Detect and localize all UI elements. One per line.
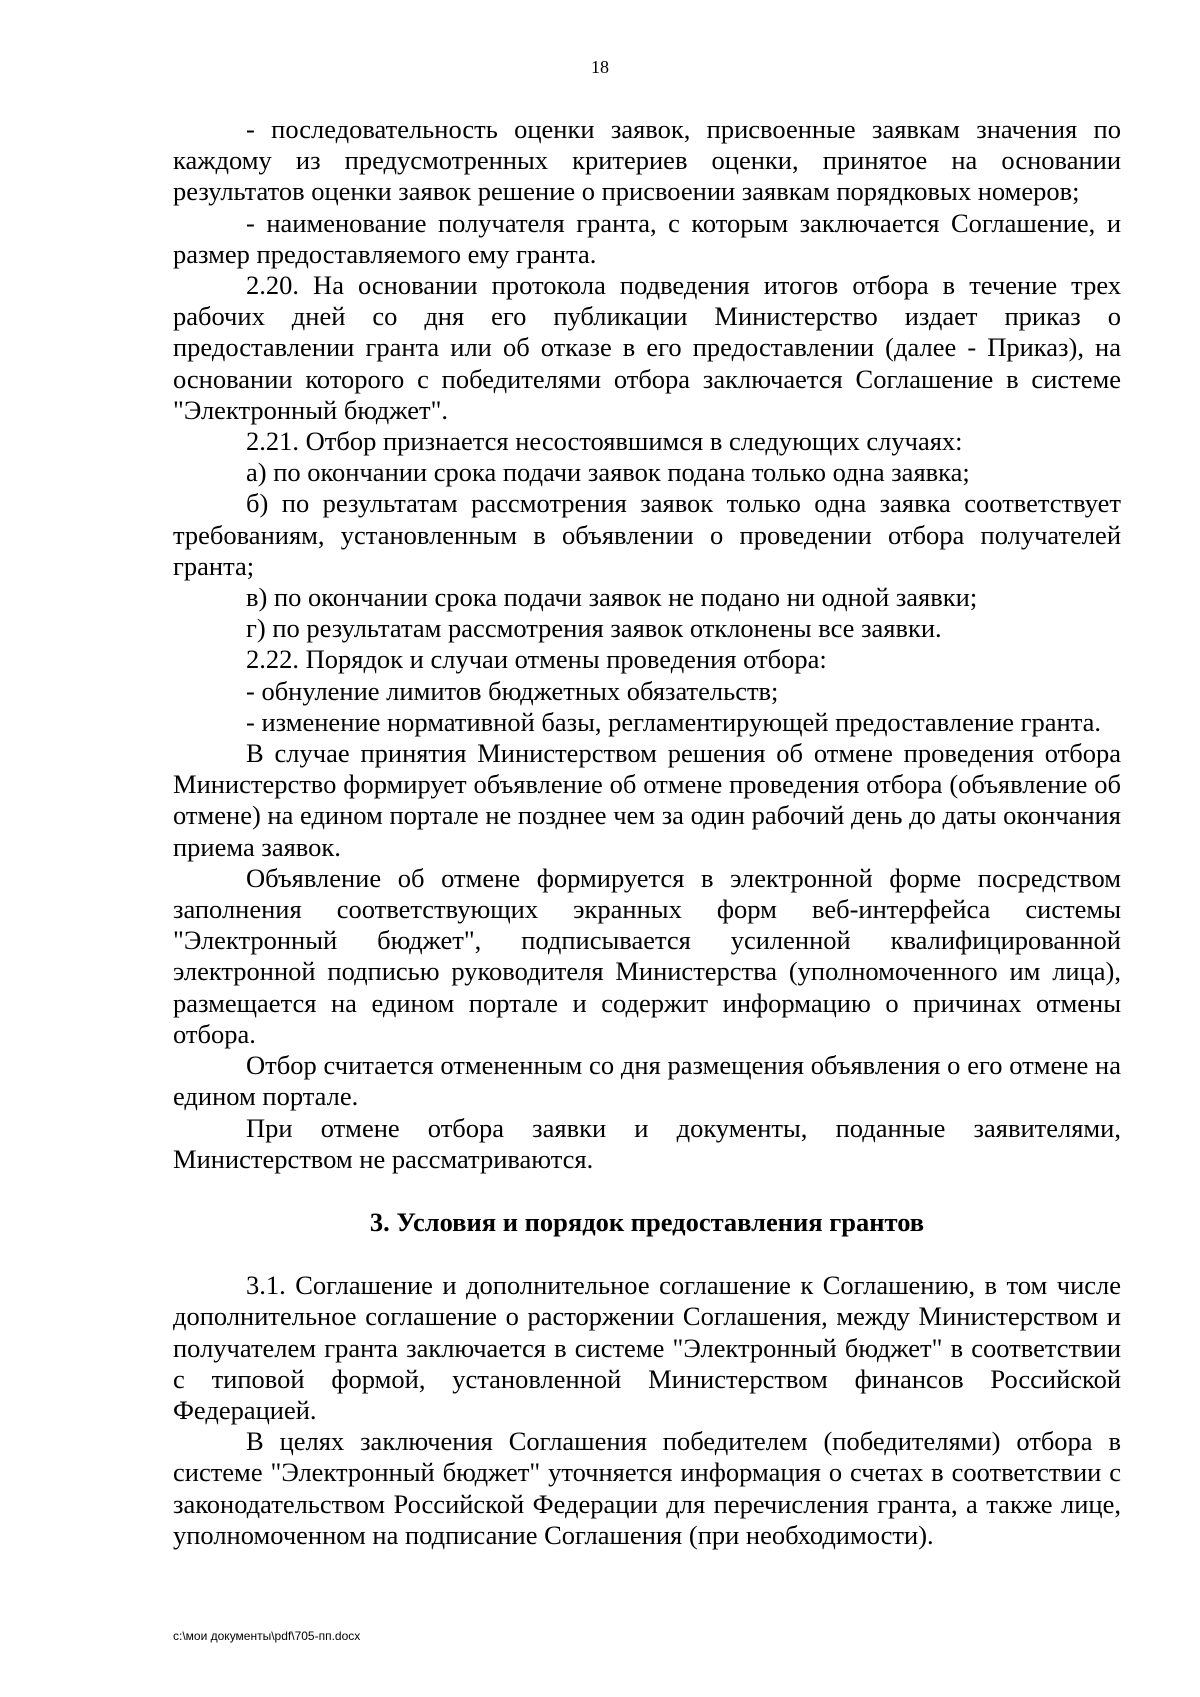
paragraph-2-21-v: в) по окончании срока подачи заявок не подано ни одной заявки;	[246, 582, 978, 613]
paragraph-2-21-g: г) по результатам рассмотрения заявок отклонены все заявки.	[246, 613, 942, 644]
paragraph-3-1: 3.1. Соглашение и дополнительное соглашение к Соглашению, в том числе дополнительное соглашение о расторжении Соглашения, между Министерством и получателем гранта заключается в системе "Электронный бюджет" в соответствии с типовой формой, установленной Министерством финансов Российской Федерацией.	[173, 1270, 1121, 1425]
paragraph-agreement-details: В целях заключения Соглашения победителем (победителями) отбора в системе "Электронный бюджет" уточняется информация о счетах в соответствии с законодательством Российской Федерации для перечисления гранта, а также лице, уполномоченном на подписание Соглашения (при необходимости).	[173, 1426, 1121, 1550]
paragraph-grant-recipient-name: - наименование получателя гранта, с которым заключается Соглашение, и размер предоставляемого ему гранта.	[173, 207, 1121, 269]
paragraph-cancellation-effective: Отбор считается отмененным со дня размещения объявления о его отмене на едином портале.	[173, 1050, 1121, 1112]
paragraph-2-21: 2.21. Отбор признается несостоявшимся в следующих случаях:	[246, 426, 963, 457]
paragraph-cancellation-announcement: Объявление об отмене формируется в электронной форме посредством заполнения соответствующих экранных форм веб-интерфейса системы "Электронный бюджет", подписывается усиленной квалифицированной электронной подписью руководителя Министерства (уполномоченного им лица), размещается на едином портале и содержит информацию о причинах отмены отбора.	[173, 862, 1121, 1049]
document-body	[173, 114, 1121, 1551]
paragraph-documents-not-reviewed: При отмене отбора заявки и документы, поданные заявителями, Министерством не рассматриваются.	[173, 1112, 1121, 1174]
paragraph-2-21-b: б) по результатам рассмотрения заявок только одна заявка соответствует требованиям, установленным в объявлении о проведении отбора получателей гранта;	[173, 488, 1121, 581]
page-number: 18	[591, 57, 609, 77]
paragraph-evaluation-sequence: - последовательность оценки заявок, присвоенные заявкам значения по каждому из предусмотренных критериев оценки, принятое на основании результатов оценки заявок решение о присвоении заявкам порядковых номеров;	[173, 114, 1121, 207]
paragraph-cancellation-decision: В случае принятия Министерством решения об отмене проведения отбора Министерство формирует объявление об отмене проведения отбора (объявление об отмене) на едином портале не позднее чем за один рабочий день до даты окончания приема заявок.	[173, 738, 1121, 862]
paragraph-2-20: 2.20. На основании протокола подведения итогов отбора в течение трех рабочих дней со дня его публикации Министерство издает приказ о предоставлении гранта или об отказе в его предоставлении (далее - Приказ), на основании которого с победителями отбора заключается Соглашение в системе "Электронный бюджет".	[173, 270, 1121, 425]
footer-file-path: c:\мои документы\pdf\705-пп.docx	[173, 1629, 361, 1643]
paragraph-2-21-a: а) по окончании срока подачи заявок подана только одна заявка;	[246, 457, 970, 488]
paragraph-limits-reset: - обнуление лимитов бюджетных обязательств;	[246, 675, 779, 706]
paragraph-regulation-change: - изменение нормативной базы, регламентирующей предоставление гранта.	[246, 706, 1102, 737]
paragraph-2-22: 2.22. Порядок и случаи отмены проведения отбора:	[246, 644, 827, 675]
section-title: 3. Условия и порядок предоставления грантов	[369, 1206, 925, 1237]
